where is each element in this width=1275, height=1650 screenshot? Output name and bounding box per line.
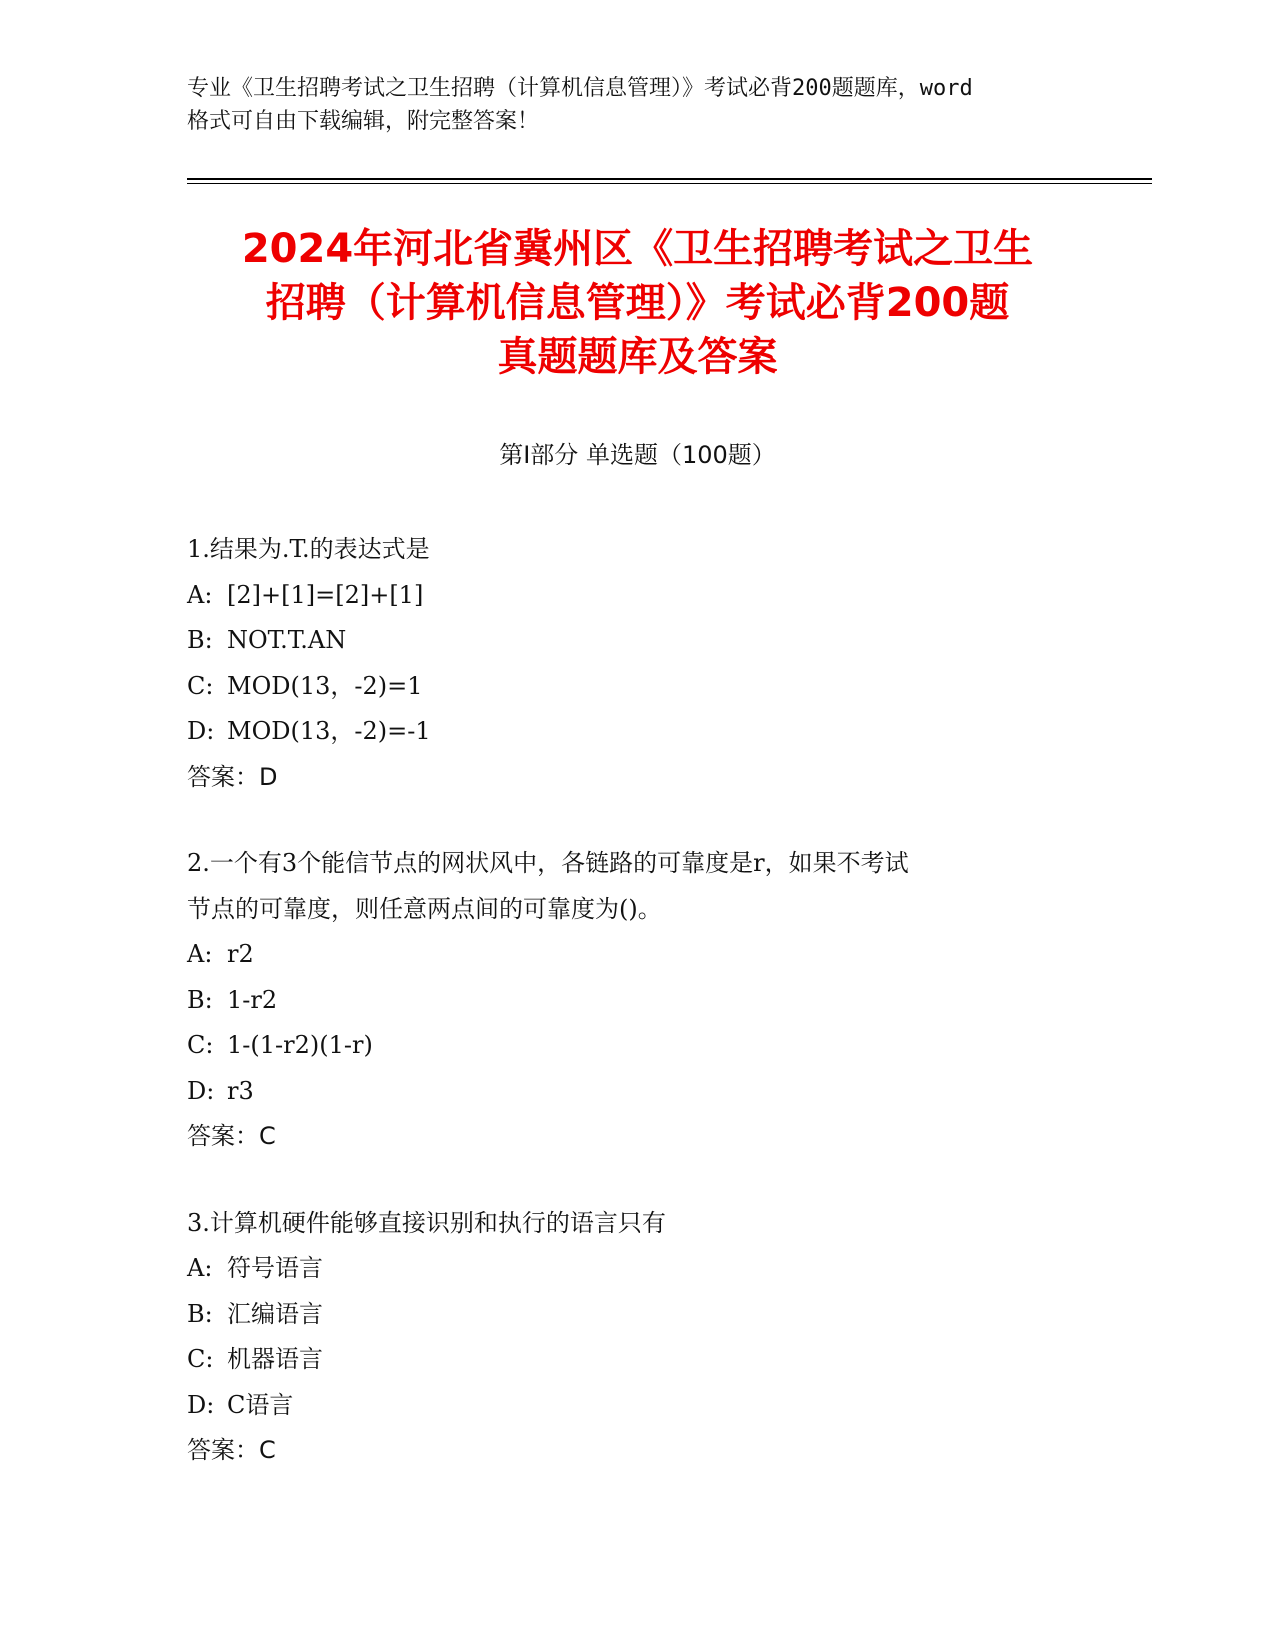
option-text: 汇编语言: [227, 1299, 323, 1328]
question-list: [187, 527, 1087, 1515]
option-key: C:: [187, 1031, 214, 1059]
option-c: [187, 1337, 1087, 1383]
answer-line: 答案：C: [187, 1436, 276, 1464]
option-key: C:: [187, 671, 214, 700]
title-line-2: 招聘（计算机信息管理）》考试必背200题: [265, 280, 1010, 326]
option-key: B:: [187, 626, 213, 654]
option-d: [187, 1069, 1087, 1115]
option-key: C:: [187, 1345, 214, 1373]
option-text: [2]+[1]=[2]+[1]: [227, 580, 424, 609]
title-line-3: 真题题库及答案: [497, 334, 778, 380]
option-text: r3: [227, 1076, 254, 1105]
option-a: [187, 932, 1087, 978]
option-key: B:: [187, 1299, 213, 1328]
option-key: D:: [187, 717, 215, 745]
question-2: [187, 841, 1087, 1160]
option-text: MOD(13，-2)=-1: [227, 717, 431, 745]
option-key: A:: [187, 1254, 213, 1282]
option-b: [187, 978, 1087, 1024]
option-key: D:: [187, 1076, 215, 1105]
header-line-1: 专业《卫生招聘考试之卫生招聘（计算机信息管理）》考试必背200题题库，word: [187, 76, 973, 101]
option-text: r2: [227, 940, 254, 968]
page-header: [187, 72, 1087, 138]
option-d: [187, 1383, 1087, 1429]
section-heading: 第I部分 单选题（100题）: [499, 441, 776, 469]
option-text: 符号语言: [227, 1254, 323, 1282]
option-text: NOT.T.AN: [227, 626, 347, 654]
option-key: B:: [187, 985, 213, 1014]
option-a: [187, 573, 1087, 619]
option-text: 1-r2: [227, 985, 278, 1014]
option-text: 1-(1-r2)(1-r): [227, 1031, 373, 1059]
option-key: D:: [187, 1390, 215, 1419]
option-a: [187, 1246, 1087, 1292]
document-title: [150, 222, 1125, 384]
option-c: [187, 1023, 1087, 1069]
option-b: [187, 1292, 1087, 1338]
header-line-2: 格式可自由下载编辑，附完整答案！: [187, 109, 540, 134]
option-b: [187, 618, 1087, 664]
answer-line: 答案：D: [187, 762, 278, 791]
option-key: A:: [187, 580, 213, 609]
question-stem: 1.结果为.T.的表达式是: [187, 535, 430, 563]
option-text: C语言: [227, 1390, 294, 1419]
header-divider-thin: [187, 183, 1152, 184]
question-stem: 2.一个有3个能信节点的网状风中，各链路的可靠度是r，如果不考试: [187, 849, 909, 877]
answer-line: 答案：C: [187, 1122, 276, 1150]
option-text: MOD(13，-2)=1: [227, 671, 423, 700]
option-d: [187, 709, 1087, 755]
question-1: [187, 527, 1087, 800]
option-text: 机器语言: [227, 1345, 323, 1373]
question-stem: 3.计算机硬件能够直接识别和执行的语言只有: [187, 1208, 666, 1237]
question-3: [187, 1201, 1087, 1474]
header-divider-thick: [187, 178, 1152, 180]
question-stem-continued: 节点的可靠度，则任意两点间的可靠度为()。: [187, 894, 662, 923]
option-c: [187, 664, 1087, 710]
option-key: A:: [187, 940, 213, 968]
title-line-1: 2024年河北省冀州区《卫生招聘考试之卫生: [241, 226, 1034, 272]
